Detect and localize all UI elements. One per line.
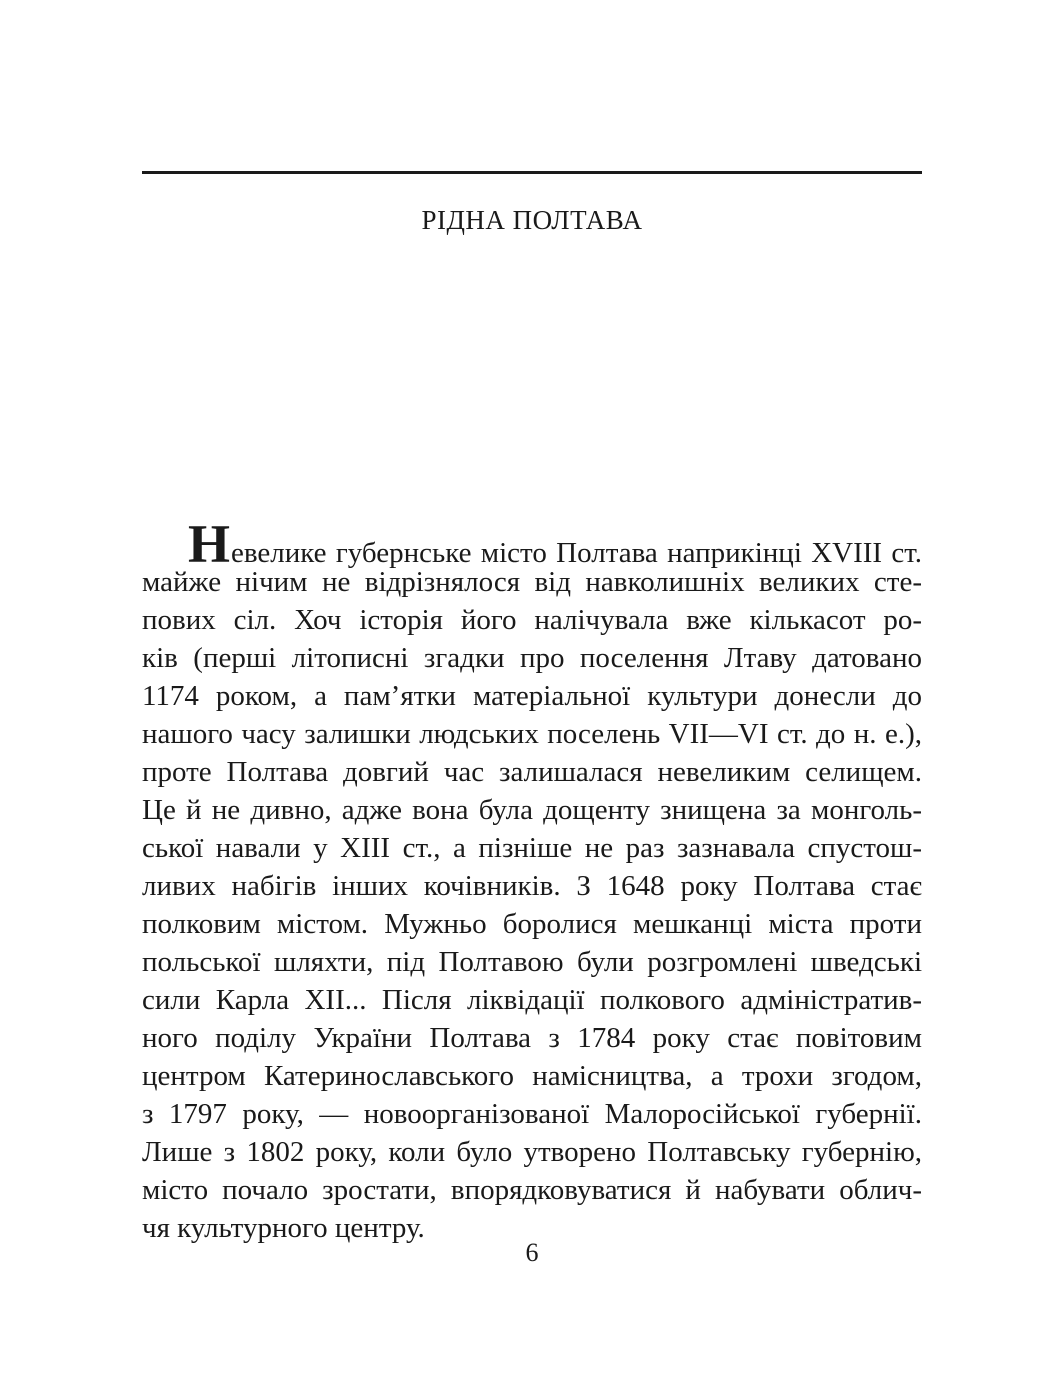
paragraph-line: центром Катеринославського намісництва, а трохи згодом, (142, 1060, 922, 1092)
paragraph-line: ливих набігів інших кочівників. З 1648 року Полтава стає (142, 870, 922, 902)
header-rule (142, 171, 922, 174)
page-number: 6 (525, 1238, 539, 1267)
paragraph-line: нашого часу залишки людських поселень VII—VI ст. до н. е.), (142, 718, 922, 750)
paragraph-line: ської навали у XIII ст., а пізніше не раз зазнавала спустош- (142, 832, 922, 864)
chapter-title: РІДНА ПОЛТАВА (421, 205, 643, 235)
paragraph-line: сили Карла XII... Після ліквідації полкового адміністратив- (142, 984, 922, 1016)
paragraph-line-1 (142, 514, 922, 574)
paragraph-line: ків (перші літописні згадки про поселення Лтаву датовано (142, 642, 922, 674)
paragraph-line: Це й не дивно, адже вона була дощенту знищена за монголь- (142, 794, 922, 826)
paragraph-line: пових сіл. Хоч історія його налічувала вже кількасот ро- (142, 604, 922, 636)
paragraph-line-last: чя культурного центру. (142, 1212, 425, 1244)
paragraph-line: Лише з 1802 року, коли було утворено Полтавську губернію, (142, 1136, 922, 1168)
paragraph-line: 1174 роком, а пам’ятки матеріальної культури донесли до (142, 680, 922, 712)
paragraph-line: місто почало зростати, впорядковуватися й набувати облич- (142, 1174, 922, 1206)
paragraph-line: ного поділу України Полтава з 1784 року стає повітовим (142, 1022, 922, 1054)
paragraph-line: польської шляхти, під Полтавою були розгромлені шведські (142, 946, 922, 978)
drop-cap: Н (188, 514, 231, 574)
paragraph-line: з 1797 року, — новоорганізованої Малоросійської губернії. (142, 1098, 922, 1130)
body-paragraph (142, 514, 922, 1247)
paragraph-line-text: евелике губернське місто Полтава наприкінці XVIII ст. (231, 537, 922, 569)
paragraph-line: полковим містом. Мужньо боролися мешканці міста проти (142, 908, 922, 940)
paragraph-line: майже нічим не відрізнялося від навколишніх великих сте- (142, 566, 922, 598)
paragraph-line: проте Полтава довгий час залишалася невеликим селищем. (142, 756, 922, 788)
